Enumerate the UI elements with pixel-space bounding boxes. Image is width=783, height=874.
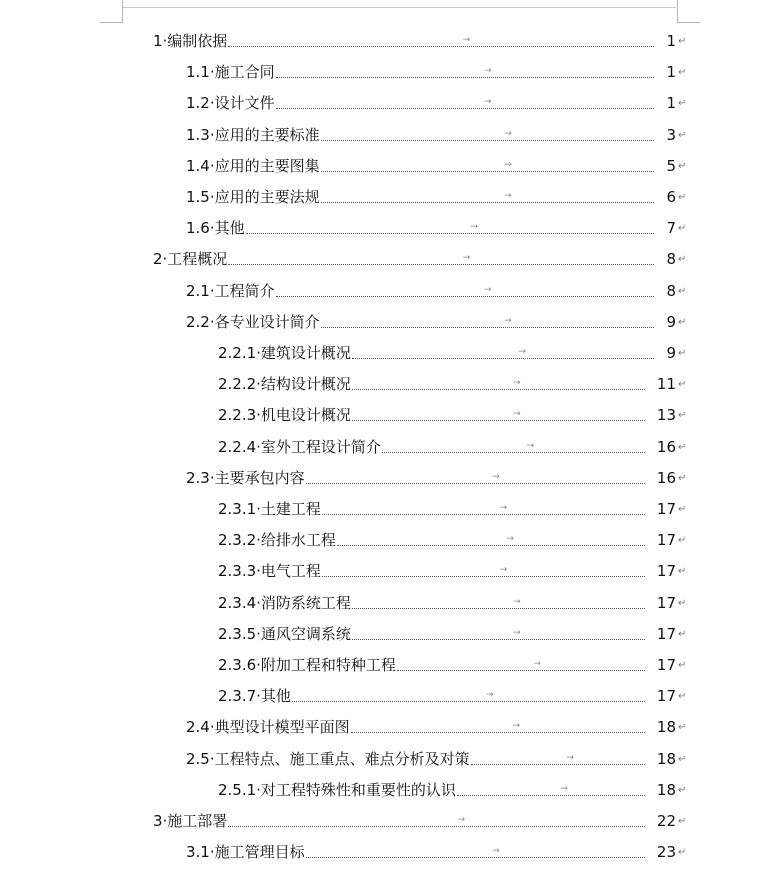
tab-arrow-icon: → [506, 534, 514, 545]
toc-dot-leader [352, 389, 645, 390]
toc-entry-title: 1.3·应用的主要标准 [186, 125, 320, 144]
toc-entry-page-number: 17 [656, 562, 676, 581]
toc-entry[interactable] [0, 309, 783, 335]
paragraph-mark-icon: ↵ [678, 504, 687, 515]
toc-entry-page-number: 22 [656, 812, 676, 830]
paragraph-mark-icon: ↵ [678, 285, 687, 297]
toc-dot-leader [306, 483, 645, 484]
toc-entry-page-number: 17 [656, 687, 676, 706]
paragraph-mark-icon: ↵ [678, 691, 687, 703]
tab-arrow-icon: → [504, 159, 512, 170]
toc-dot-leader [397, 670, 645, 671]
toc-entry[interactable] [0, 28, 783, 54]
toc-dot-leader [228, 264, 654, 265]
tab-arrow-icon: → [513, 596, 521, 607]
toc-dot-leader [228, 46, 654, 47]
tab-arrow-icon: → [492, 471, 500, 482]
toc-entry-title: 2.3·主要承包内容 [186, 468, 305, 487]
toc-entry[interactable] [0, 402, 783, 428]
toc-entry-page-number: 17 [656, 656, 676, 674]
toc-entry[interactable] [0, 215, 783, 241]
toc-dot-leader [276, 108, 655, 109]
tab-arrow-icon: → [518, 347, 526, 357]
paragraph-mark-icon: ↵ [678, 316, 687, 328]
tab-arrow-icon: → [504, 191, 512, 201]
toc-dot-leader [352, 608, 645, 609]
toc-entry-title: 3·施工部署 [153, 812, 228, 830]
tab-arrow-icon: → [533, 659, 541, 669]
toc-entry[interactable] [0, 340, 783, 366]
toc-entry-title: 2.5.1·对工程特殊性和重要性的认识 [218, 780, 456, 799]
toc-entry-title: 2·工程概况 [153, 250, 228, 269]
toc-entry-page-number: 17 [656, 624, 676, 643]
toc-entry[interactable] [0, 465, 783, 491]
paragraph-mark-icon: ↵ [678, 98, 687, 110]
toc-dot-leader [352, 420, 645, 421]
paragraph-mark-icon: ↵ [678, 348, 687, 359]
paragraph-mark-icon: ↵ [678, 160, 687, 172]
paragraph-mark-icon: ↵ [678, 535, 687, 547]
page-corner-mark-right [677, 0, 700, 23]
tab-arrow-icon: → [483, 284, 492, 295]
tab-arrow-icon: → [462, 35, 471, 45]
toc-entry-page-number: 18 [656, 718, 676, 737]
toc-entry-title: 1.5·应用的主要法规 [186, 188, 320, 206]
toc-dot-leader [471, 764, 645, 765]
paragraph-mark-icon: ↵ [678, 67, 687, 79]
toc-entry[interactable] [0, 122, 783, 148]
toc-dot-leader [321, 327, 655, 328]
tab-arrow-icon: → [504, 315, 512, 326]
paragraph-mark-icon: ↵ [678, 223, 687, 235]
toc-entry-page-number: 17 [656, 500, 676, 518]
toc-entry-page-number: 17 [656, 593, 676, 612]
toc-entry-title: 3.1·施工管理目标 [186, 843, 305, 862]
toc-entry-title: 2.3.7·其他 [218, 687, 291, 706]
toc-entry[interactable] [0, 839, 783, 865]
paragraph-mark-icon: ↵ [678, 36, 687, 47]
toc-dot-leader [306, 857, 645, 858]
toc-entry-page-number: 1 [666, 94, 676, 113]
tab-arrow-icon: → [504, 128, 512, 139]
toc-entry-title: 2.3.5·通风空调系统 [218, 624, 351, 643]
toc-entry[interactable] [0, 683, 783, 709]
toc-dot-leader [228, 826, 645, 827]
paragraph-mark-icon: ↵ [678, 784, 687, 796]
toc-entry-page-number: 8 [666, 281, 676, 300]
paragraph-mark-icon: ↵ [678, 753, 687, 765]
toc-entry-title: 1.4·应用的主要图集 [186, 156, 320, 175]
toc-entry-page-number: 9 [666, 312, 676, 331]
toc-entry-title: 2.1·工程简介 [186, 281, 275, 300]
tab-arrow-icon: → [513, 378, 521, 389]
tab-arrow-icon: → [499, 565, 508, 576]
toc-dot-leader [321, 171, 655, 172]
toc-entry[interactable] [0, 246, 783, 272]
toc-entry[interactable] [0, 371, 783, 397]
paragraph-mark-icon: ↵ [678, 566, 687, 578]
tab-arrow-icon: → [513, 409, 521, 420]
toc-dot-leader [457, 795, 645, 796]
paragraph-mark-icon: ↵ [678, 129, 687, 141]
toc-entry-page-number: 16 [656, 437, 676, 456]
toc-entry-title: 2.2.1·建筑设计概况 [218, 344, 351, 362]
toc-entry[interactable] [0, 777, 783, 803]
paragraph-mark-icon: ↵ [678, 472, 687, 484]
paragraph-mark-icon: ↵ [678, 597, 687, 609]
toc-entry[interactable] [0, 90, 783, 116]
tab-arrow-icon: → [499, 503, 508, 513]
toc-entry-title: 1·编制依据 [153, 32, 228, 50]
toc-entry[interactable] [0, 652, 783, 678]
paragraph-mark-icon: ↵ [678, 816, 687, 827]
toc-entry-page-number: 6 [666, 188, 676, 206]
toc-entry[interactable] [0, 621, 783, 647]
toc-entry-title: 2.2.2·结构设计概况 [218, 375, 351, 394]
tab-arrow-icon: → [526, 440, 535, 451]
toc-entry-title: 2.5·工程特点、施工重点、难点分析及对策 [186, 749, 470, 768]
toc-entry-page-number: 18 [656, 780, 676, 799]
toc-entry[interactable] [0, 278, 783, 304]
toc-dot-leader [322, 576, 645, 577]
toc-dot-leader [337, 545, 645, 546]
page-corner-mark-left [100, 0, 123, 23]
toc-entry-title: 1.1·施工合同 [186, 63, 275, 82]
toc-entry[interactable] [0, 590, 783, 616]
toc-dot-leader [276, 296, 655, 297]
toc-entry-page-number: 3 [666, 125, 676, 144]
paragraph-mark-icon: ↵ [678, 254, 687, 266]
toc-entry-page-number: 5 [666, 156, 676, 175]
toc-dot-leader [322, 514, 645, 515]
toc-entry[interactable] [0, 434, 783, 460]
toc-dot-leader [321, 140, 655, 141]
toc-dot-leader [351, 732, 645, 733]
toc-entry[interactable] [0, 714, 783, 740]
toc-entry-title: 2.3.6·附加工程和特种工程 [218, 656, 396, 674]
toc-entry[interactable] [0, 527, 783, 553]
toc-entry[interactable] [0, 153, 783, 179]
toc-entry[interactable] [0, 184, 783, 210]
toc-entry-page-number: 13 [656, 406, 676, 425]
toc-entry-page-number: 11 [656, 375, 676, 394]
toc-dot-leader [292, 701, 645, 702]
toc-dot-leader [276, 77, 655, 78]
tab-arrow-icon: → [483, 66, 492, 77]
toc-entry-page-number: 16 [656, 468, 676, 487]
toc-entry-title: 2.2·各专业设计简介 [186, 312, 320, 331]
toc-entry-page-number: 8 [666, 250, 676, 269]
toc-entry[interactable] [0, 808, 783, 834]
tab-arrow-icon: → [492, 846, 500, 857]
page-top-edge [123, 7, 676, 8]
paragraph-mark-icon: ↵ [678, 628, 687, 640]
toc-dot-leader [246, 233, 655, 234]
toc-entry-page-number: 7 [666, 219, 676, 238]
toc-entry-title: 1.6·其他 [186, 219, 245, 238]
toc-entry-page-number: 18 [656, 749, 676, 768]
toc-entry-page-number: 17 [656, 531, 676, 550]
tab-arrow-icon: → [483, 97, 492, 108]
paragraph-mark-icon: ↵ [678, 660, 687, 671]
toc-dot-leader [382, 452, 645, 453]
toc-entry-title: 1.2·设计文件 [186, 94, 275, 113]
toc-entry-title: 2.2.4·室外工程设计简介 [218, 437, 381, 456]
tab-arrow-icon: → [560, 783, 568, 794]
paragraph-mark-icon: ↵ [678, 441, 687, 453]
toc-entry[interactable] [0, 746, 783, 772]
tab-arrow-icon: → [462, 253, 471, 264]
toc-entry-title: 2.4·典型设计模型平面图 [186, 718, 350, 737]
tab-arrow-icon: → [566, 752, 575, 763]
toc-entry-page-number: 23 [656, 843, 676, 862]
tab-arrow-icon: → [457, 815, 465, 825]
toc-entry[interactable] [0, 59, 783, 85]
toc-dot-leader [352, 358, 655, 359]
tab-arrow-icon: → [512, 721, 521, 732]
toc-dot-leader [352, 639, 645, 640]
toc-entry-page-number: 1 [666, 32, 676, 50]
toc-entry[interactable] [0, 558, 783, 584]
paragraph-mark-icon: ↵ [678, 722, 687, 734]
toc-entry-page-number: 1 [666, 63, 676, 82]
paragraph-mark-icon: ↵ [678, 410, 687, 422]
tab-arrow-icon: → [470, 222, 479, 233]
toc-entry-title: 2.3.2·给排水工程 [218, 531, 336, 550]
toc-entry-title: 2.2.3·机电设计概况 [218, 406, 351, 425]
toc-entry-title: 2.3.4·消防系统工程 [218, 593, 351, 612]
tab-arrow-icon: → [513, 627, 521, 638]
toc-entry[interactable] [0, 496, 783, 522]
toc-dot-leader [321, 202, 655, 203]
toc-entry-page-number: 9 [666, 344, 676, 362]
tab-arrow-icon: → [486, 690, 494, 701]
paragraph-mark-icon: ↵ [678, 847, 687, 859]
toc-entry-title: 2.3.1·土建工程 [218, 500, 321, 518]
paragraph-mark-icon: ↵ [678, 192, 687, 203]
paragraph-mark-icon: ↵ [678, 379, 687, 391]
toc-entry-title: 2.3.3·电气工程 [218, 562, 321, 581]
